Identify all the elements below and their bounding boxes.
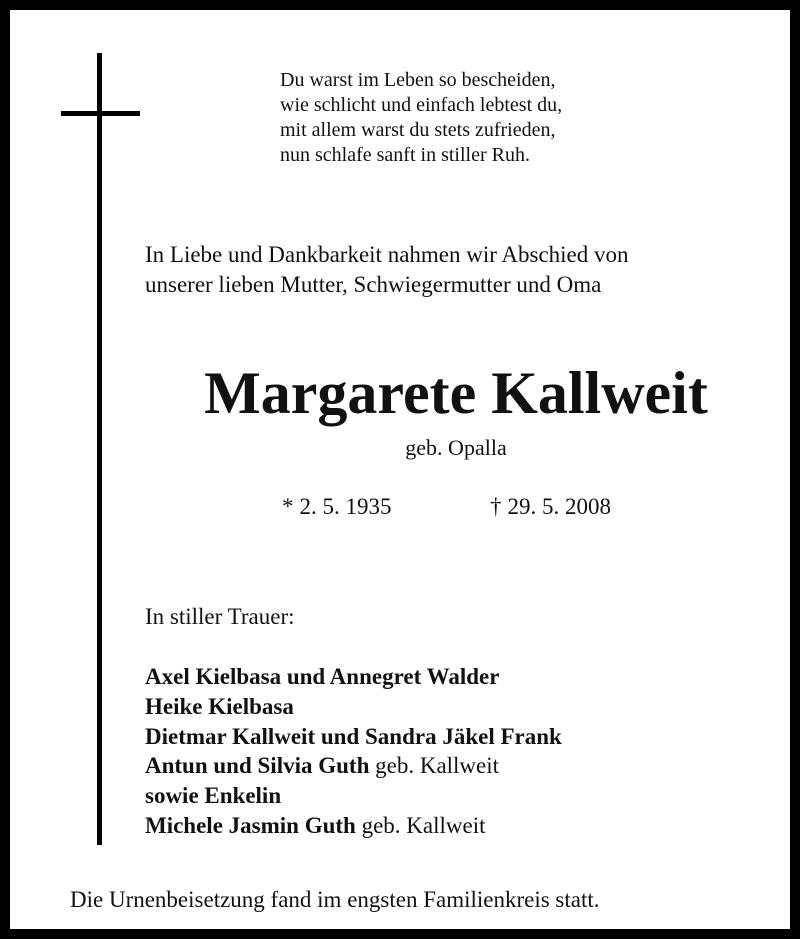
mourner-row: [145, 722, 562, 752]
star-icon: *: [282, 494, 294, 519]
poem-line: mit allem warst du stets zufrieden,: [280, 119, 556, 141]
mourner-row: [145, 692, 562, 722]
poem: [280, 68, 562, 168]
maiden-name: geb. Opalla: [405, 435, 507, 460]
poem-line: nun schlafe sanft in stiller Ruh.: [280, 144, 530, 166]
death-date: 29. 5. 2008: [507, 494, 611, 519]
mourner-names: Heike Kielbasa: [145, 693, 294, 719]
mourner-row: [145, 662, 562, 692]
deceased-name: Margarete Kallweit: [204, 360, 708, 426]
poem-line: wie schlicht und einfach lebtest du,: [280, 94, 563, 116]
mourner-row: [145, 751, 562, 781]
mourner-maiden-name: geb. Kallweit: [375, 753, 500, 779]
mourners-list: [145, 662, 562, 841]
intro-line: unserer lieben Mutter, Schwiegermutter und Oma: [145, 272, 602, 297]
mourner-names: Antun und Silvia Guth: [145, 753, 370, 779]
death-date-line: [490, 492, 611, 522]
poem-line: Du warst im Leben so bescheiden,: [280, 69, 556, 91]
mourning-heading: In stiller Trauer:: [145, 604, 295, 629]
mourner-names: Dietmar Kallweit und Sandra Jäkel Frank: [145, 723, 562, 749]
cross-icon-bar: [61, 111, 140, 116]
mourner-names: Axel Kielbasa und Annegret Walder: [145, 664, 500, 689]
mourner-row: [145, 811, 562, 841]
birth-date-line: [282, 492, 392, 522]
mourner-names: sowie Enkelin: [145, 783, 282, 809]
intro-text: [145, 240, 629, 300]
dagger-icon: †: [490, 494, 502, 519]
burial-note: Die Urnenbeisetzung fand im engsten Familienkreis statt.: [70, 887, 600, 912]
mourner-row: [145, 781, 562, 811]
mourner-maiden-name: geb. Kallweit: [361, 812, 486, 838]
mourner-names: Michele Jasmin Guth: [145, 812, 356, 838]
intro-line: In Liebe und Dankbarkeit nahmen wir Abschied von: [145, 242, 629, 267]
birth-date: 2. 5. 1935: [299, 494, 392, 519]
